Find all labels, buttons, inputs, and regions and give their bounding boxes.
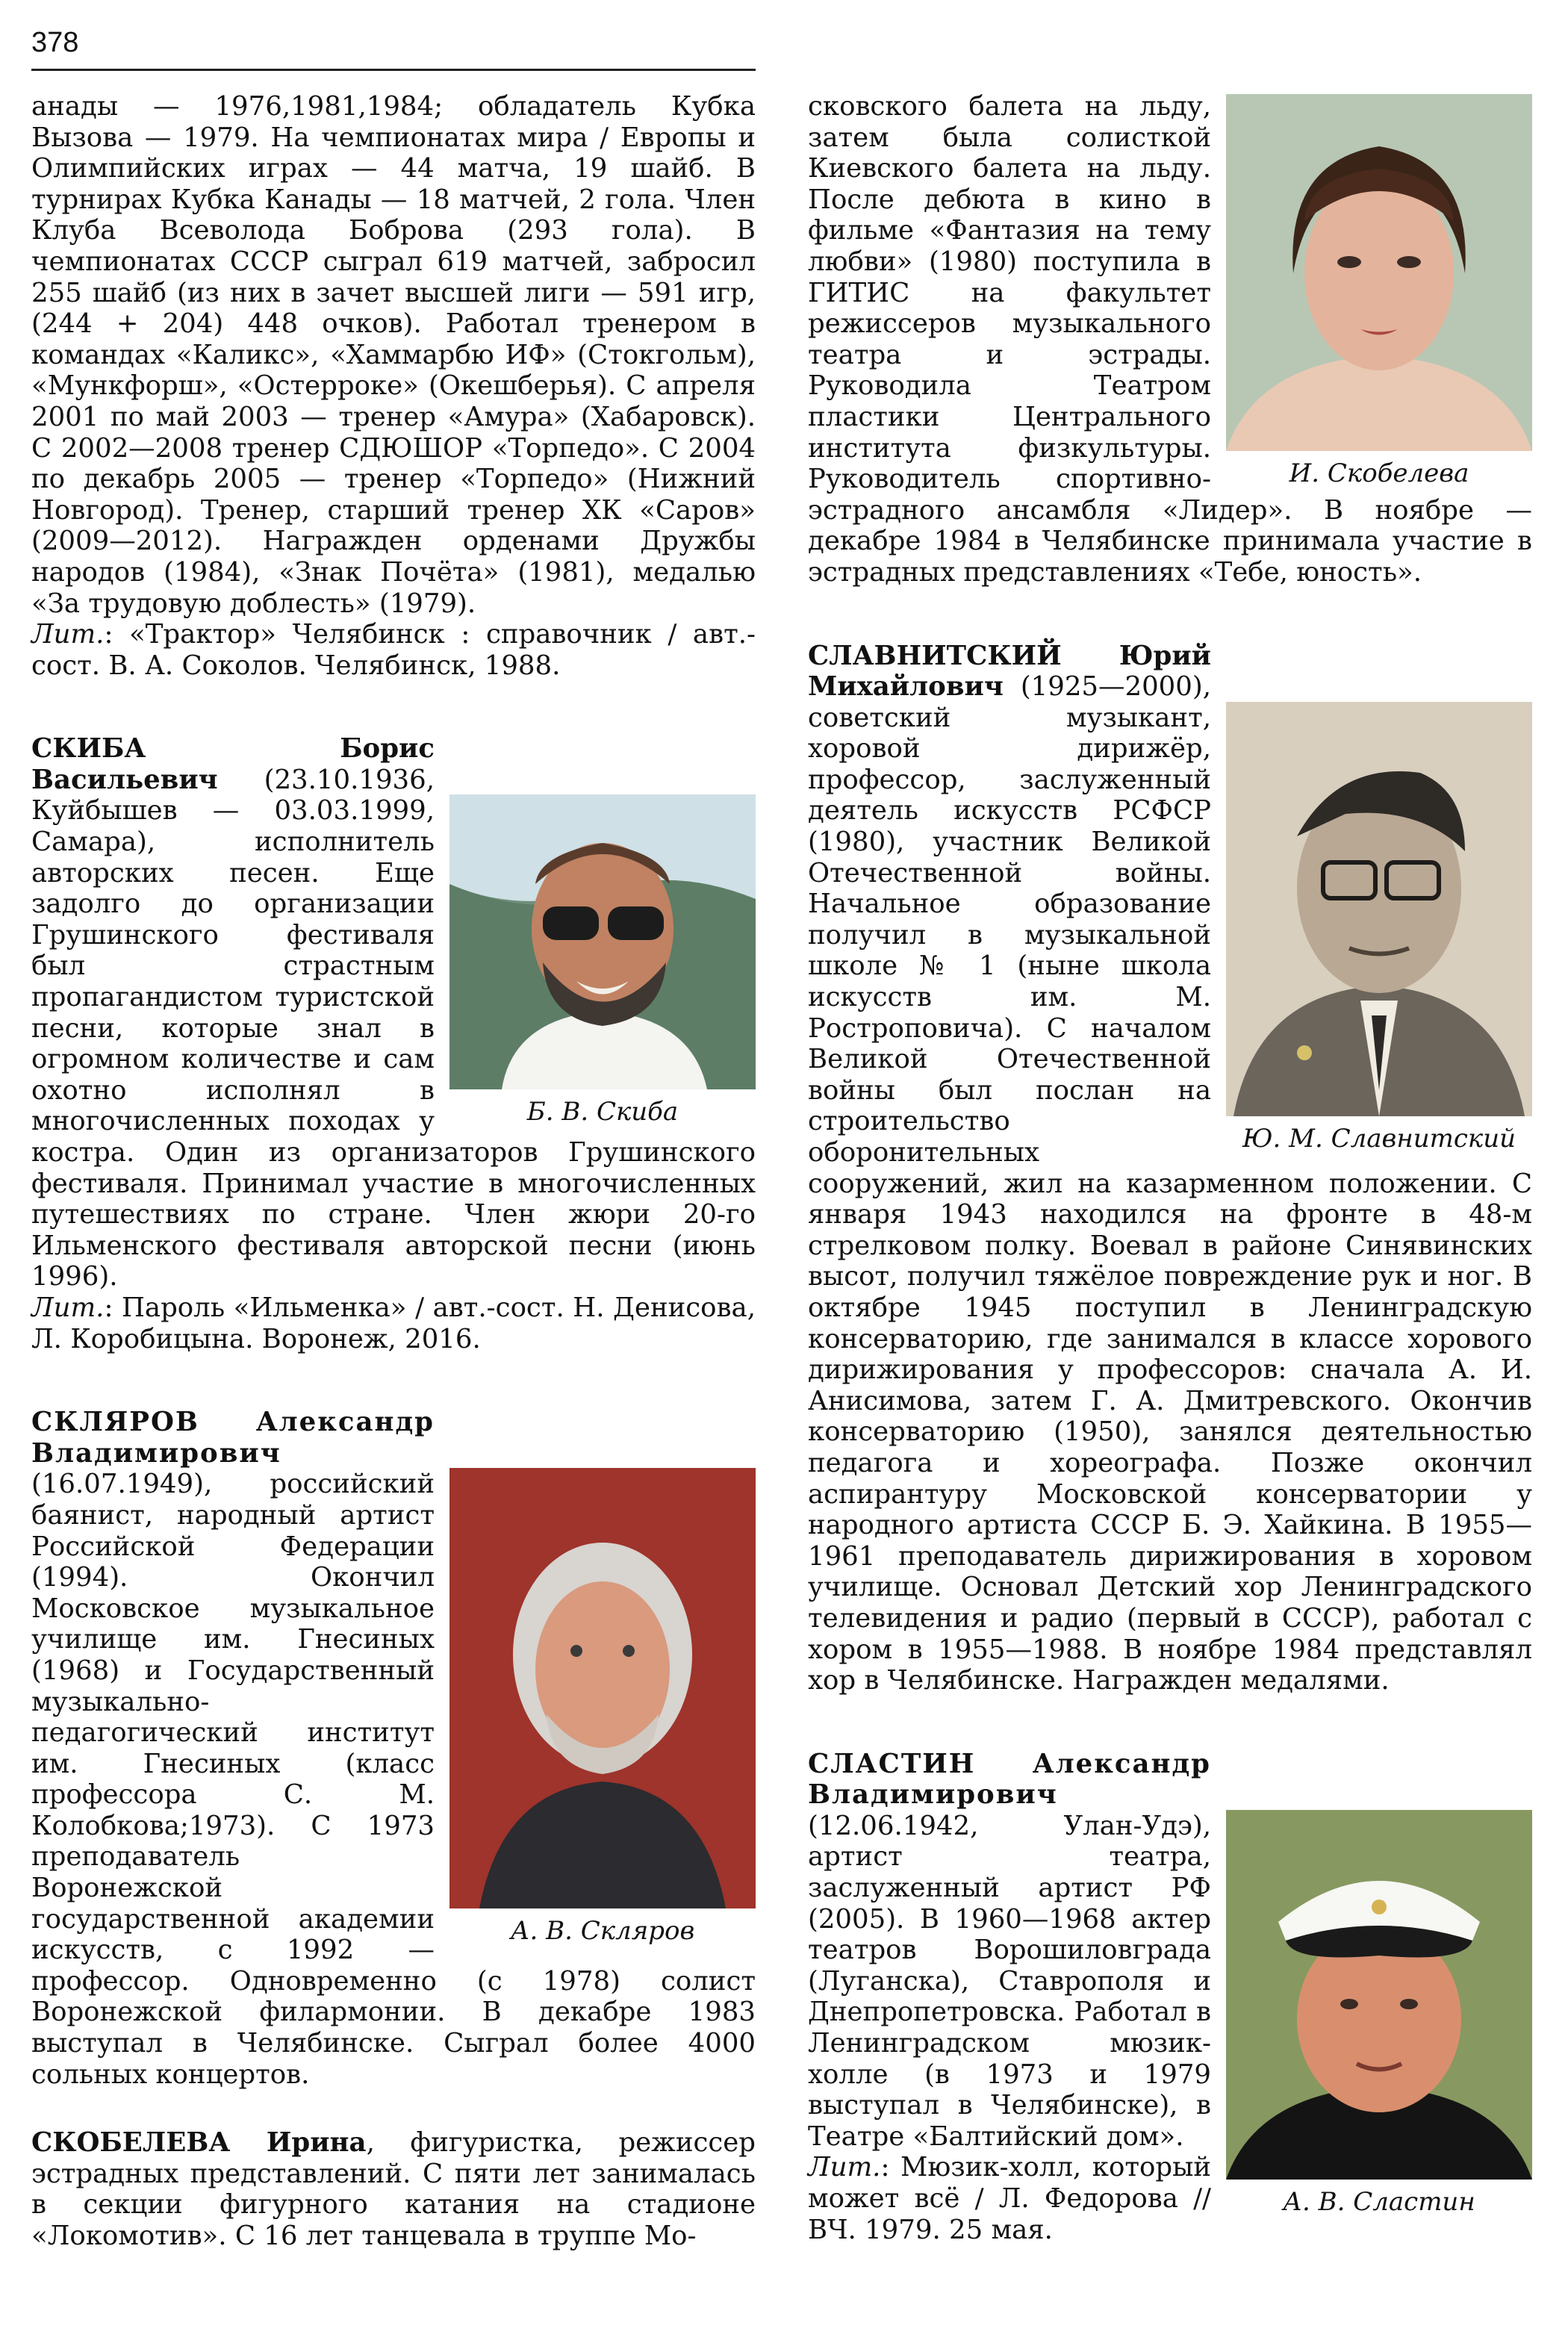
continuation-text: анады — 1976,1981,1984; обладатель Кубка Вызова — 1979. На чемпионатах мира / Европы и Олимпийских играх — 44 матча, 19 шайб. В турнирах Кубка Канады — 18 матчей, 2 гола. Член Клуба Всеволода Боброва (293 гола). В чемпионатах СССР сыграл 619 матчей, забросил 255 шайб (из них в зачет высшей лиги — 591 игр, (244 + 204) 448 очков). Работал тренером в командах «Каликс», «Хаммарбю ИФ» (Стокгольм), «Мункфорш», «Остерроке» (Окешберья). С апреля 2001 по май 2003 — тренер «Амура» (Хабаровск). С 2002—2008 тренер СДЮШОР «Торпедо». С 2004 по декабрь 2005 — тренер «Торпедо» (Нижний Новгород). Тренер, старший тренер ХК «Саров» (2009—2012). Награжден орденами Дружбы народов (1984), «Знак Почёта» (1981), медалью «За трудовую доблесть» (1979). [31, 91, 756, 619]
photo-slastin [1226, 1810, 1532, 2180]
right-column [808, 91, 1532, 2245]
entry-slavnitsky [808, 641, 1532, 1696]
lit-text: : «Трактор» Челябинск : справочник / авт.-сост. В. А. Соколов. Челябинск, 1988. [31, 619, 756, 681]
name-slastin: СЛАСТИН Александр Владимирович [808, 1748, 1211, 1811]
name-skobeleva: СКОБЕЛЕВА Ирина [31, 2127, 367, 2159]
lit-label: Лит. [808, 2152, 881, 2183]
lit-text: : Пароль «Ильменка» / авт.-сост. Н. Денисова, Л. Коробицына. Воронеж, 2016. [31, 1292, 756, 1354]
page-number: 378 [31, 27, 79, 58]
figure-slavnitsky [1226, 702, 1532, 1154]
figure-slastin [1226, 1810, 1532, 2217]
photo-skiba [449, 794, 756, 1089]
name-sklyarov: СКЛЯРОВ Александр Владимирович [31, 1407, 435, 1469]
caption-sklyarov: А. В. Скляров [510, 1916, 695, 1947]
text-slavnitsky: (1925—2000), советский музыкант, хоровой дирижёр, профессор, заслуженный деятель искусств РСФСР (1980), участник Великой Отечественной войны. Начальное образование получил в музыкальной школе № 1 (ныне школа искусств им. М. Ростроповича). С началом Великой Отечественной войны был послан на строительство оборонительных сооружений, жил на казарменном положении. С января 1943 находился на фронте в 48-м стрелковом полку. Воевал в районе Синявинских высот, получил тяжёлое повреждение рук и ног. В октябре 1945 поступил в Ленинградскую консерваторию, где занимался в классе хорового дирижирования у профессоров: сначала А. И. Анисимова, затем Г. А. Дмитревского. Окончив консерваторию (1950), занялся деятельностью педагога и хореографа. Позже окончил аспирантуру Московской консерватории у народного артиста СССР Б. Э. Хайкина. В 1955—1961 преподаватель дирижирования в хоровом училище. Основал Детский хор Ленинградского телевидения и радио (первый в СССР), работал с хором в 1955—1988. В ноябре 1984 представлял хор в Челябинске. Награжден медалями. [808, 671, 1532, 1696]
text-skobeleva-start: , фигуристка, режиссер эстрадных представлений. С пяти лет занималась в секции фигурного катания на стадионе «Локомотив». С 16 лет танцевала в труппе Мо- [31, 2127, 756, 2251]
photo-skobeleva [1226, 94, 1532, 451]
lit-text: : Мюзик-холл, который может всё / Л. Федорова // ВЧ. 1979. 25 мая. [808, 2152, 1211, 2245]
figure-skobeleva [1226, 94, 1532, 488]
text-skobeleva-cont: сковского балета на льду, затем была солисткой Киевского балета на льду. После дебюта в кино в фильме «Фантазия на тему любви» (1980) поступила в ГИТИС на факультет режиссеров музыкального театра и эстрады. Руководила Театром пластики Центрального института физкультуры. Руководитель спортивно-эстрадного ансамбля «Лидер». В ноябре — декабре 1984 в Челябинске принимала участие в эстрадных представлениях «Тебе, юность». [808, 91, 1532, 588]
continuation-lit [31, 619, 756, 681]
entry-sklyarov [31, 1407, 756, 2090]
text-sklyarov: (16.07.1949), российский баянист, народный артист Российской Федерации (1994). Окончил Московское музыкальное училище им. Гнесиных (1968) и Государственный музыкально-педагогический институт им. Гнесиных (класс профессора С. М. Колобкова;1973). С 1973 преподаватель Воронежской государственной академии искусств, с 1992 — профессор. Одновременно (с 1978) солист Воронежской филармонии. В декабре 1983 выступал в Челябинске. Сыграл более 4000 сольных концертов. [31, 1469, 756, 2090]
lit-skiba [31, 1292, 756, 1354]
entry-continuation [31, 91, 756, 681]
header-rule [31, 69, 756, 71]
figure-sklyarov [449, 1468, 756, 1946]
caption-slastin: А. В. Сластин [1283, 2186, 1475, 2217]
photo-slavnitsky [1226, 702, 1532, 1116]
entry-skobeleva-start [31, 2127, 756, 2251]
photo-sklyarov [449, 1468, 756, 1908]
entry-skobeleva-cont [808, 91, 1532, 588]
text-slastin: (12.06.1942, Улан-Удэ), артист театра, заслуженный артист РФ (2005). В 1960—1968 актер театров Ворошиловграда (Луганска), Ставрополя и Днепропетровска. Работал в Ленинградском мюзик-холле (в 1973 и 1979 выступал в Челябинске), в Театре «Балтийский дом». [808, 1810, 1211, 2152]
left-column [31, 91, 756, 2252]
lit-label: Лит. [31, 619, 105, 650]
caption-slavnitsky: Ю. М. Славнитский [1242, 1123, 1516, 1154]
entry-skiba [31, 733, 756, 1354]
caption-skiba: Б. В. Скиба [526, 1097, 679, 1127]
name-slavnitsky: СЛАВНИТСКИЙ Юрий Михайлович [808, 640, 1211, 703]
entry-slastin [808, 1749, 1532, 2246]
caption-skobeleva: И. Скобелева [1289, 458, 1469, 488]
name-skiba: СКИБА Борис Васильевич [31, 733, 435, 795]
figure-skiba [449, 794, 756, 1127]
lit-label: Лит. [31, 1292, 105, 1323]
text-skiba: (23.10.1936, Куйбышев — 03.03.1999, Самара), исполнитель авторских песен. Еще задолго до организации Грушинского фестиваля был страстным пропагандистом туристской песни, которые знал в огромном количестве и сам охотно исполнял в многочисленных походах у костра. Один из организаторов Грушинского фестиваля. Принимал участие в многочисленных путешествиях по стране. Член жюри 20-го Ильменского фестиваля авторской песни (июнь 1996). [31, 764, 756, 1292]
